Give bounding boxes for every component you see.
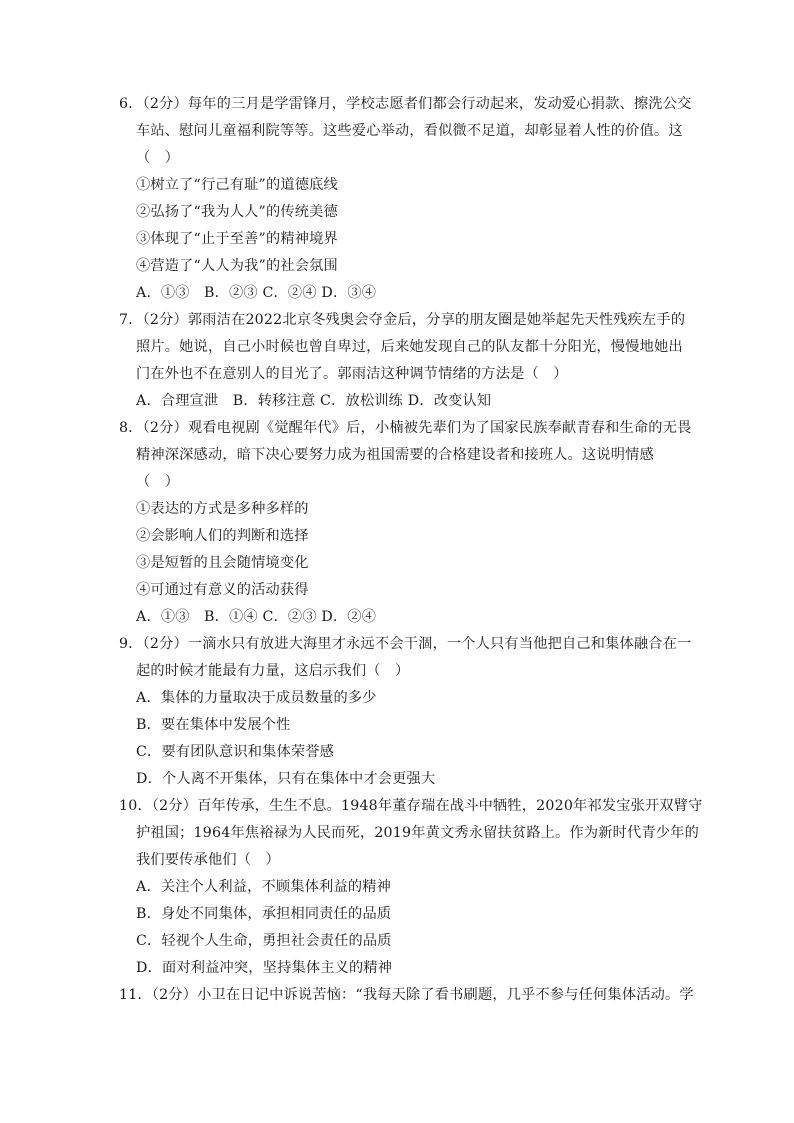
question-6-option-3: ③体现了“止于至善”的精神境界 (136, 231, 338, 247)
question-7-line-2: 照片。她说，自己小时候也曾自卑过，后来她发现自己的队友都十分阳光，慢慢地她出 (136, 339, 683, 355)
question-9-line-1: 9．（2分）一滴水只有放进大海里才永远不会干涸，一个人只有当他把自己和集体融合在一 (119, 636, 692, 652)
question-9-option-b: B．要在集体中发展个性 (136, 717, 291, 733)
question-8-option-4: ④可通过有意义的活动获得 (136, 582, 309, 598)
question-8-choices: A．①③ B．①④ C．②③ D．②④ (136, 609, 377, 625)
question-10-option-d: D．面对利益冲突，坚持集体主义的精神 (136, 960, 393, 976)
question-8-option-2: ②会影响人们的判断和选择 (136, 528, 309, 544)
question-6-line-2: 车站、慰问儿童福利院等等。这些爱心举动，看似微不足道，却彰显着人性的价值。这 (136, 123, 683, 139)
question-9-option-a: A．集体的力量取决于成员数量的多少 (136, 690, 377, 706)
question-11-line-1: 11．（2分）小卫在日记中诉说苦恼：“我每天除了看书刷题，几乎不参与任何集体活动。学 (119, 987, 694, 1003)
question-8-option-3: ③是短暂的且会随情境变化 (136, 555, 309, 571)
question-7-choices: A．合理宣泄 B．转移注意 C．放松训练 D．改变认知 (136, 393, 492, 409)
question-9-line-2: 起的时候才能最有力量，这启示我们（ ） (136, 663, 410, 679)
question-6-line-3: （ ） (136, 150, 180, 166)
question-9-option-d: D．个人离不开集体，只有在集体中才会更强大 (136, 771, 436, 787)
question-6-line-1: 6．（2分）每年的三月是学雷锋月，学校志愿者们都会行动起来，发动爱心捐款、擦洗公交 (119, 96, 692, 112)
question-10-option-b: B．身处不同集体，承担相同责任的品质 (136, 906, 392, 922)
question-6-choices: A．①③ B．②③ C．②④ D．③④ (136, 285, 377, 301)
question-9-option-c: C．要有团队意识和集体荣誉感 (136, 744, 335, 760)
question-8-option-1: ①表达的方式是多种多样的 (136, 501, 309, 517)
question-7-line-1: 7．（2分）郭雨洁在2022北京冬残奥会夺金后，分享的朋友圈是她举起先天性残疾左手的 (119, 312, 686, 328)
question-10-line-2: 护祖国；1964年焦裕禄为人民而死，2019年黄文秀永留扶贫路上。作为新时代青少年的 (136, 825, 699, 841)
question-6-option-1: ①树立了“行己有耻”的道德底线 (136, 177, 338, 193)
question-6-option-4: ④营造了“人人为我”的社会氛围 (136, 258, 338, 274)
question-7-line-3: 门在外也不在意别人的目光了。郭雨洁这种调节情绪的方法是（ ） (136, 366, 568, 382)
question-8-line-2: 精神深深感动，暗下决心要努力成为祖国需要的合格建设者和接班人。这说明情感 (136, 447, 654, 463)
question-10-option-c: C．轻视个人生命，勇担社会责任的品质 (136, 933, 392, 949)
question-10-option-a: A．关注个人利益，不顾集体利益的精神 (136, 879, 392, 895)
question-10-line-1: 10．（2分）百年传承，生生不息。1948年董存瑞在战斗中牺牲，2020年祁发宝张开双臂守 (119, 798, 703, 814)
question-8-line-1: 8．（2分）观看电视剧《觉醒年代》后，小楠被先辈们为了国家民族奉献青春和生命的无畏 (119, 420, 692, 436)
question-6-option-2: ②弘扬了“我为人人”的传统美德 (136, 204, 338, 220)
question-10-line-3: 我们要传承他们（ ） (136, 852, 280, 868)
question-8-line-3: （ ） (136, 474, 180, 490)
